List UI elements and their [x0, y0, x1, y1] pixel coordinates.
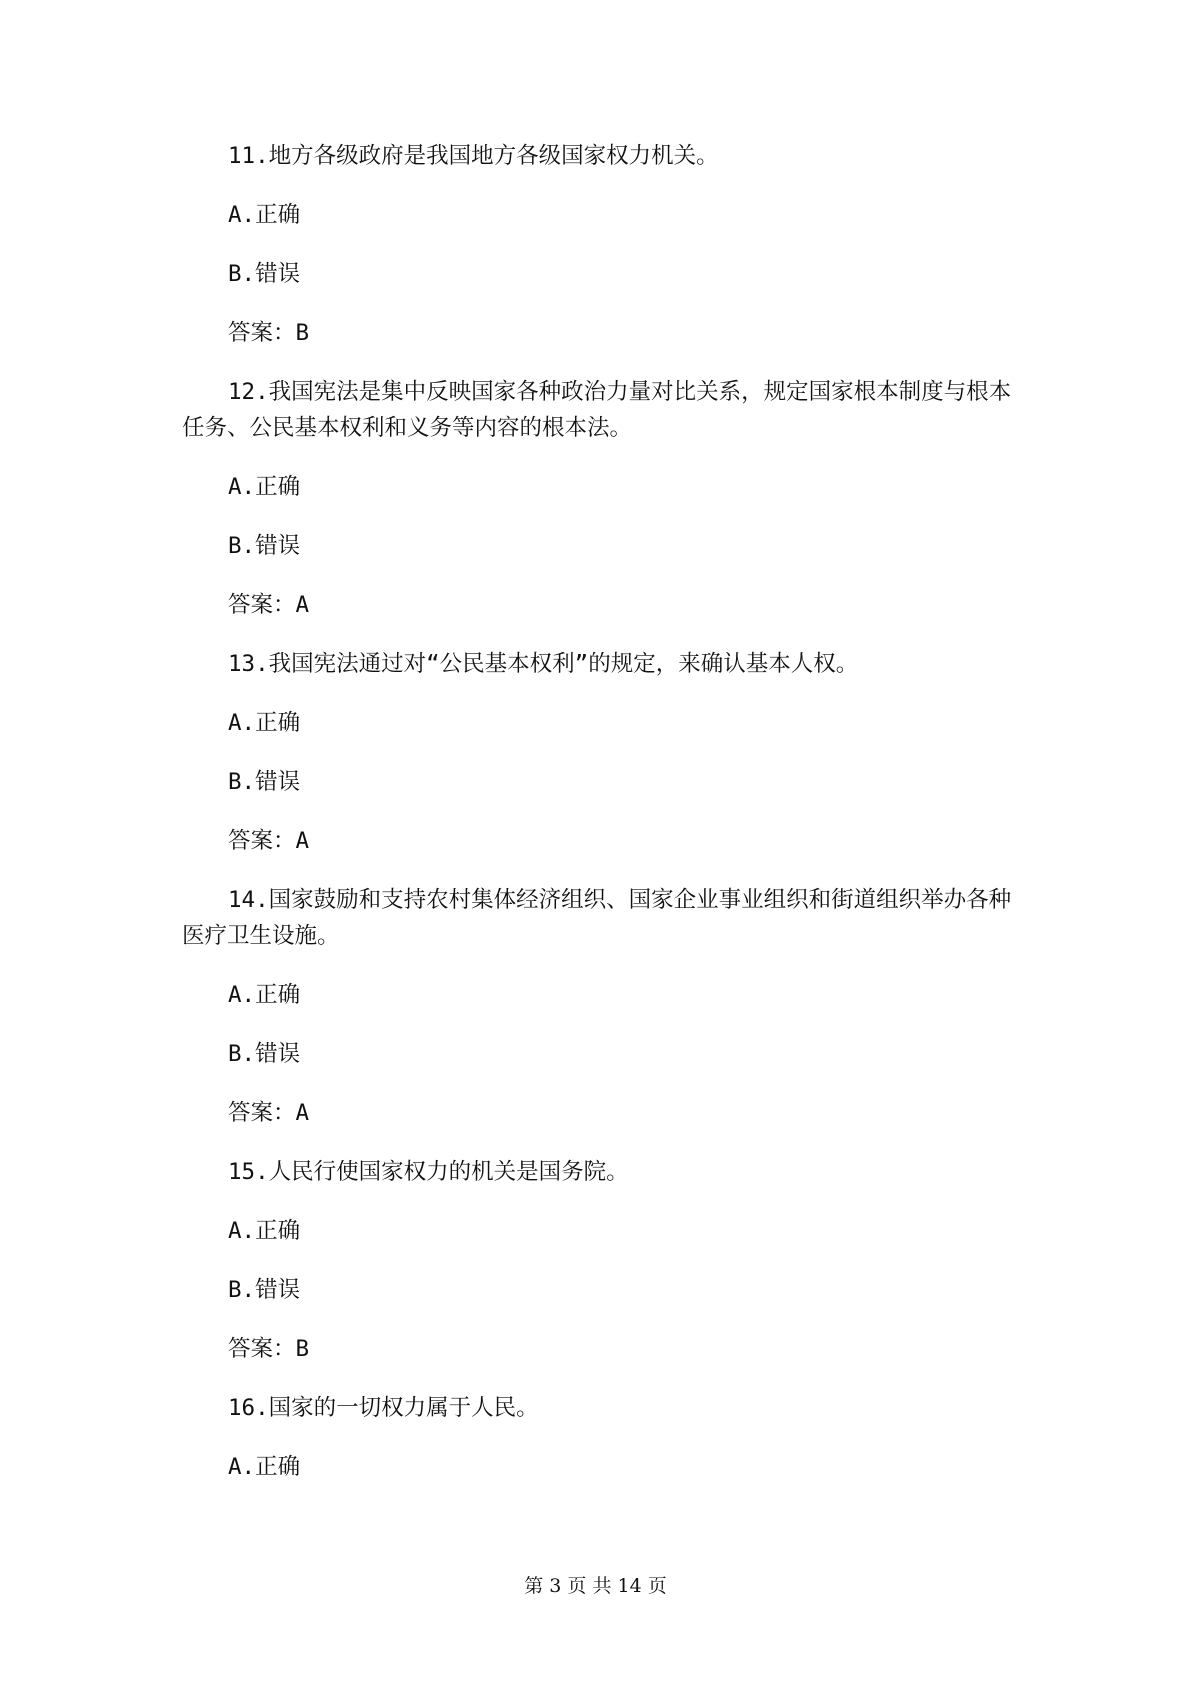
option-a: A.正确 [228, 202, 301, 228]
option-a: A.正确 [228, 982, 301, 1008]
question-11 [182, 138, 1022, 351]
question-16 [182, 1390, 1022, 1485]
option-a: A.正确 [228, 1454, 301, 1480]
option-b: B.错误 [228, 1277, 301, 1303]
question-text: 16.国家的一切权力属于人民。 [228, 1395, 539, 1421]
answer: 答案：A [228, 1100, 310, 1126]
question-text: 15.人民行使国家权力的机关是国务院。 [228, 1159, 629, 1185]
question-text: 11.地方各级政府是我国地方各级国家权力机关。 [228, 143, 719, 169]
option-a: A.正确 [228, 474, 301, 500]
answer: 答案：A [228, 592, 310, 618]
answer: 答案：B [228, 320, 310, 346]
option-b: B.错误 [228, 533, 301, 559]
question-text: 14.国家鼓励和支持农村集体经济组织、国家企业事业组织和街道组织举办各种医疗卫生设施。 [182, 887, 1012, 949]
option-a: A.正确 [228, 1218, 301, 1244]
question-12 [182, 374, 1022, 623]
page-number-footer: 第 3 页 共 14 页 [524, 1575, 667, 1597]
question-14 [182, 882, 1022, 1131]
answer: 答案：A [228, 828, 310, 854]
answer: 答案：B [228, 1336, 310, 1362]
option-b: B.错误 [228, 261, 301, 287]
question-13 [182, 646, 1022, 859]
question-list [182, 138, 1022, 1508]
question-text: 12.我国宪法是集中反映国家各种政治力量对比关系，规定国家根本制度与根本任务、公民基本权利和义务等内容的根本法。 [182, 379, 1012, 441]
question-15 [182, 1154, 1022, 1367]
option-b: B.错误 [228, 769, 301, 795]
option-b: B.错误 [228, 1041, 301, 1067]
question-text: 13.我国宪法通过对“公民基本权利”的规定，来确认基本人权。 [228, 651, 859, 677]
option-a: A.正确 [228, 710, 301, 736]
